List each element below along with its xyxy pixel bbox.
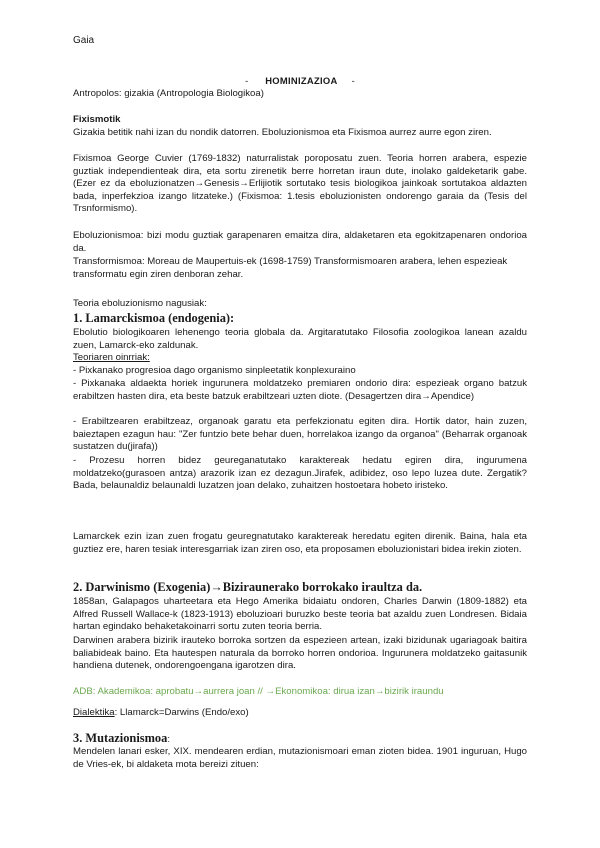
lamarck-heading: 1. Lamarckismoa (endogenia): [73,311,235,325]
lamarck-paragraph-2: Lamarckek ezin izan zuen frogatu geuregnatutako karaktereak heredatu egiten direnik. Baina, hala eta guztiez ere, haren tesiak interesgarriak izan ziren oso, eta proposamen eboluzionistari bidea irekin zioten. [73,531,527,555]
title-text: HOMINIZAZIOA [265,75,338,86]
lamarck-principle-3: - Erabiltzearen erabiltzeaz, organoak garatu eta perfekzionatu egiten dira. Hortik dator, hain zuzen, baieztapen ezagun hau: "Zer funtzio bete behar duen, horrelakoa izango da organoa" (Beharrak organoak sustatzen du(jirafa)) [73,416,527,453]
lamarck-paragraph-1: Ebolutio biologikoaren lehenengo teoria globala da. Argitaratutako Filosofia zoologikoa lanean azaldu zuen, Lamarck-eko zaldunak. [73,327,527,351]
theories-intro: Teoria eboluzionismo nagusiak: [73,298,207,309]
page-header: Gaia [73,35,95,46]
document-subtitle: Antropolos: gizakia (Antropologia Biologikoa) [73,88,264,99]
dialektika-label: Dialektika [73,707,115,718]
mutazio-heading: 3. Mutazionismoa [73,731,168,745]
dialektika-line [73,707,527,720]
fixismotik-paragraph-3: Eboluzionismoa: bizi modu guztiak garapenaren emaitza dira, aldaketaren eta egokitzapenaren ondorioa da. [73,230,527,254]
document-title [0,75,600,88]
fixismotik-paragraph-2: Fixismoa George Cuvier (1769-1832) naturralistak poroposatu zuen. Teoria horren arabera, espezie guztiak independienteak dira, eta sortu zirenetik berre horretan iraun dute, inolako galdeketarik gabe. (Ezer ez da eboluzionatzen→Genesis→Erlijiotik sortutako tesis biologikoa jainkoak sortutakoa aldazten bada, inperfekzioa izango litzateke.) (Fixismoa: 1.tesis eboluzionisten ondorengo garaia da (Tesis del Trsnformismo). [73,153,527,215]
title-dash-right: - [351,75,355,86]
mutazio-paragraph-1: Mendelen lanari esker, XIX. mendearen erdian, mutazionismoari eman zioten bidea. 1901 inguruan, Hugo de Vries-ek, bi aldaketa mota bereizi zituen: [73,746,527,770]
lamarck-principle-4: - Prozesu horren bidez geureganatutako karaktereak hedatu egiren dira, ingurumena moldatzeko(gurasoen antza) arazorik izan ez dezagun.Jirafek, adibidez, oso lepo luzea dute. Zergatik? Bada, belaunaldiz belaunaldi luzatzen joan delako, zuhaitzen hostoetara hobeto iristeko. [73,455,527,492]
fixismotik-paragraph-4: Transformismoa: Moreau de Maupertuis-ek (1698-1759) Transformismoaren arabera, lehen espezieak transformatu egin ziren denboran zehar. [73,256,508,280]
mutazio-heading-line [73,731,527,747]
fixismotik-paragraph-1: Gizakia betitik nahi izan du nondik datorren. Eboluzionismoa eta Fixismoa aurrez aurre egon ziren. [73,127,492,138]
lamarck-principles-label: Teoriaren oinrriak: [73,352,150,363]
darwin-paragraph-2: Darwinen arabera bizirik irauteko borroka sortzen da espezieen artean, izaki bizidunak ugariagoak baitira baliabideak baino. Eta hautespen naturala da borroko horren ondorioa. Ingurunera moldatzeko gaitasunik handiena dutenek, ondorengoengana igarotzen dira. [73,635,527,672]
title-dash-left: - [245,75,249,86]
dialektika-text: : Llamarck=Darwins (Endo/exo) [114,707,249,718]
lamarck-principle-1: - Pixkanako progresioa dago organismo sinpleetatik konplexuraino [73,365,356,376]
darwin-adb-note: ADB: Akademikoa: aprobatu→aurrera joan // →Ekonomikoa: dirua izan→bizirik iraundu [73,686,444,697]
lamarck-principle-2: - Pixkanaka aldaekta horiek ingurunera moldatzeko premiaren ondorio dira: espezieak organo batzuk erabiltzen hasten dira, eta beste batzuk erabiltzeari uzten diote. (Desagertzen dira→Apendice) [73,378,527,402]
mutazio-heading-colon: : [167,734,170,745]
fixismotik-heading: Fixismotik [73,114,121,125]
darwin-paragraph-1: 1858an, Galapagos uharteetara eta Hego Amerika bidaiatu ondoren, Charles Darwin (1809-1882) eta Alfred Russell Wallace-k (1823-1913) eboluzioari buruzko beste teoria bat azaldu zuen Londresen. Bidaia hartan egindako behaketakoinarri sortu zuten teoria berria. [73,596,527,633]
darwin-heading: 2. Darwinismo (Exogenia)→Biziraunerako borrokako iraultza da. [73,580,423,594]
